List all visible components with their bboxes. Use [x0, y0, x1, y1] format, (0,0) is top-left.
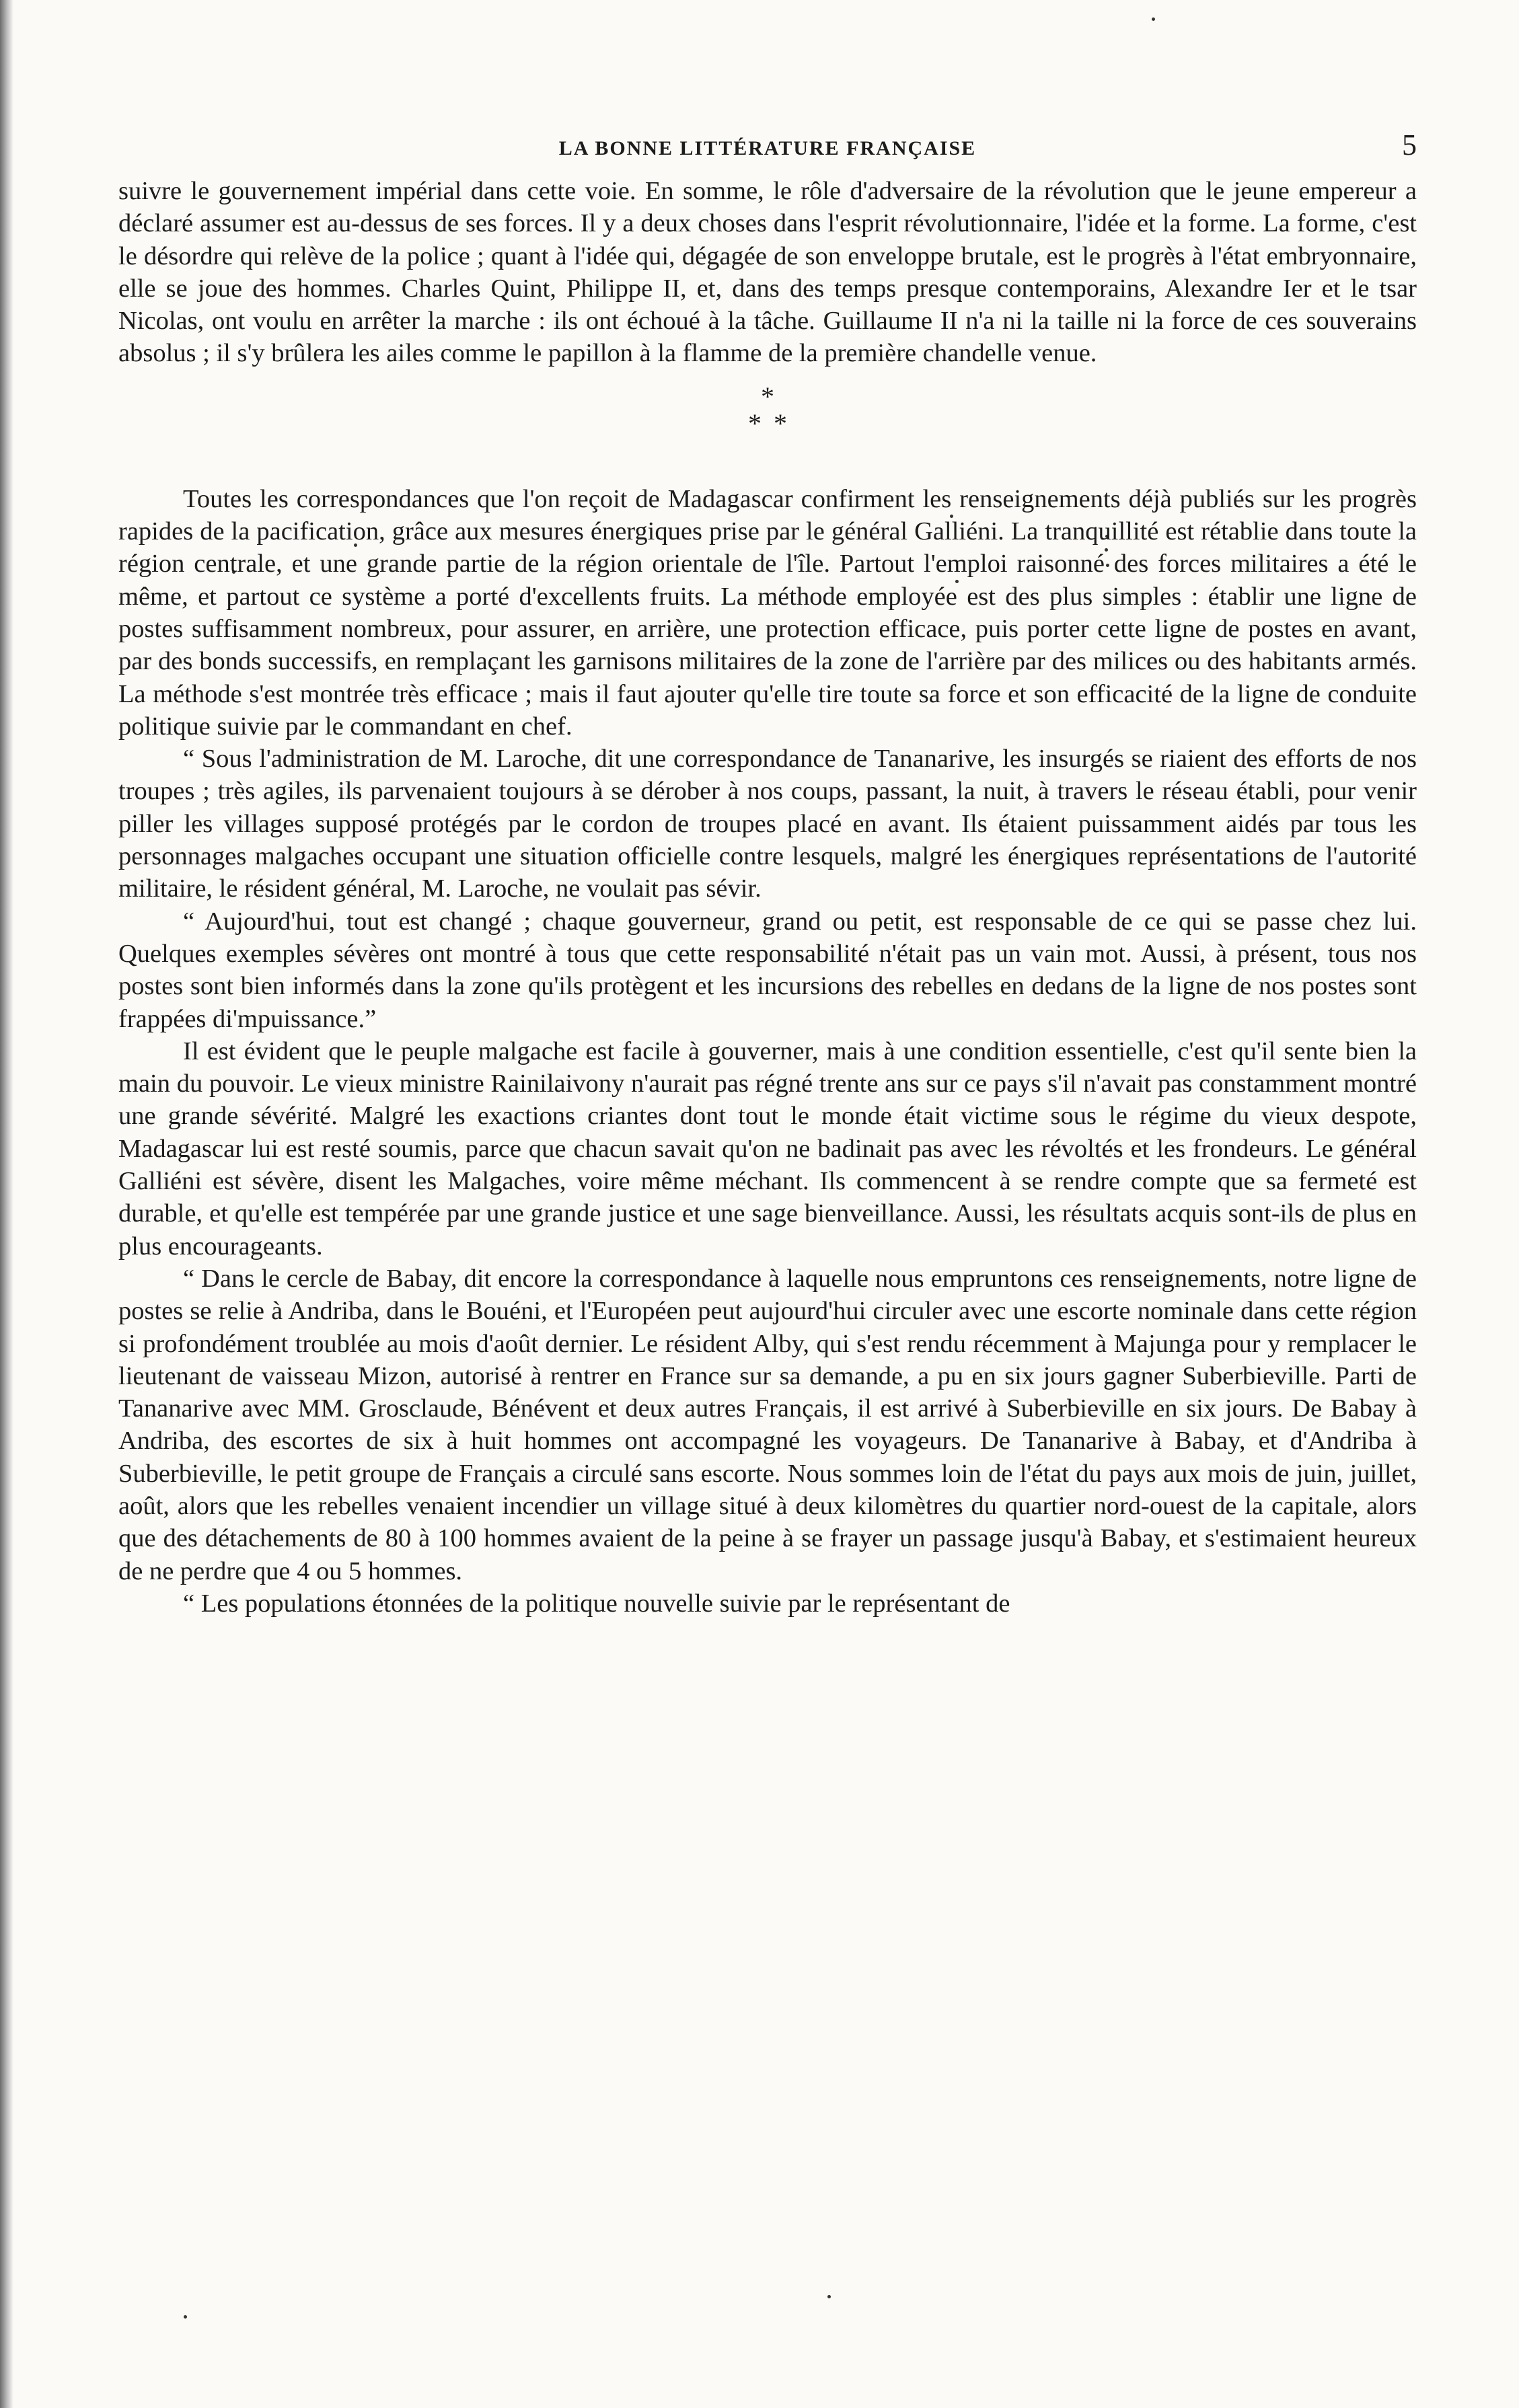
paragraph: “ Dans le cercle de Babay, dit encore la correspondance à laquelle nous empruntons ces renseignements, notre ligne de postes se relie à Andriba, dans le Bouéni, et l'Européen peut aujourd'hui circuler avec une escorte nominale dans cette région si profondément troublée au mois d'août dernier. Le résident Alby, qui s'est rendu récemment à Majunga pour y remplacer le lieutenant de vaisseau Mizon, autorisé à rentrer en France sur sa demande, a pu en six jours gagner Suberbieville. Parti de Tananarive avec MM. Grosclaude, Bénévent et deux autres Français, il est arrivé à Suberbieville en six jours. De Babay à Andriba, des escortes de six à huit hommes ont accompagné les voyageurs. De Tananarive à Babay, et d'Andriba à Suberbieville, le petit groupe de Français a circulé sans escorte. Nous sommes loin de l'état du pays aux mois de juin, juillet, août, alors que les rebelles venaient incendier un village situé à deux kilomètres du quartier nord-ouest de la capitale, alors que des détachements de 80 à 100 hommes avaient de la peine à se frayer un passage jusqu'à Babay, et s'estimaient heureux de ne perdre que 4 ou 5 hommes. [118, 1264, 1417, 1585]
asterism-bottom: ** [748, 408, 799, 439]
paragraph: suivre le gouvernement impérial dans cette voie. En somme, le rôle d'adversaire de la révolution que le jeune empereur a déclaré assumer est au-dessus de ses forces. Il y a deux choses dans l'esprit révolutionnaire, l'idée et la forme. La forme, c'est le désordre qui relève de la police ; quant à l'idée qui, dégagée de son enveloppe brutale, est le progrès à l'état embryonnaire, elle se joue des hommes. Charles Quint, Philippe II, et, dans des temps presque contemporains, Alexandre Ier et le tsar Nicolas, ont voulu en arrêter la marche : ils ont échoué à la tâche. Guillaume II n'a ni la taille ni la force de ces souverains absolus ; il s'y brûlera les ailes comme le papillon à la flamme de la première chandelle venue. [118, 177, 1417, 368]
running-head [118, 128, 1417, 175]
asterism-top: * [761, 381, 774, 412]
paragraph: “ Sous l'administration de M. Laroche, dit une correspondance de Tananarive, les insurgés se riaient des efforts de nos troupes ; très agiles, ils parvenaient toujours à se dérober à nos coups, passant, la nuit, à travers le réseau établi, pour venir piller les villages supposé protégés par le cordon de troupes placé en avant. Ils étaient puissamment aidés par tous les personnages malgaches occupant une situation officielle contre lesquels, malgré les énergiques représentations de l'autorité militaire, le résident général, M. Laroche, ne voulait pas sévir. [118, 745, 1417, 903]
paragraph: “ Aujourd'hui, tout est changé ; chaque gouverneur, grand ou petit, est responsable de ce qui se passe chez lui. Quelques exemples sévères ont montré à tous que cette responsabilité n'était pas un vain mot. Aussi, à présent, tous nos postes sont bien informés dans la zone qu'ils protègent et les incursions des rebelles en dedans de la ligne de nos postes sont frappées di'mpuissance.” [118, 907, 1417, 1033]
body-text [118, 175, 1417, 1620]
paragraph: Il est évident que le peuple malgache est facile à gouverner, mais à une condition essentielle, c'est qu'il sente bien la main du pouvoir. Le vieux ministre Rainilaivony n'aurait pas régné trente ans sur ce pays s'il n'avait pas constamment montré une grande sévérité. Malgré les exactions criantes dont tout le monde était victime sous le régime du vieux despote, Madagascar lui est resté soumis, parce que chacun savait qu'on ne badinait pas avec les révoltés et les frondeurs. Le général Galliéni est sévère, disent les Malgaches, voire même méchant. Ils commencent à se rendre compte que sa fermeté est durable, et qu'elle est tempérée par une grande justice et une sage bienveillance. Aussi, les résultats acquis sont-ils de plus en plus encourageants. [118, 1037, 1417, 1261]
page-number: 5 [1402, 128, 1417, 161]
paragraph: Toutes les correspondances que l'on reçoit de Madagascar confirment les renseignements déjà publiés sur les progrès rapides de la pacification, grâce aux mesures énergiques prise par le général Galliéni. La tranquillité est rétablie dans toute la région centrale, et une grande partie de la région orientale de l'île. Partout l'emploi raisonné des forces militaires a été le même, et partout ce système a porté d'excellents fruits. La méthode employée est des plus simples : établir une ligne de postes suffisamment nombreux, pour assurer, en arrière, une protection efficace, puis porter cette ligne de postes en avant, par des bonds successifs, en remplaçant les garnisons militaires de la zone de l'arrière par des milices ou des habitants armés. La méthode s'est montrée très efficace ; mais il faut ajouter qu'elle tire toute sa force et son efficacité de la ligne de conduite politique suivie par le commandant en chef. [118, 484, 1417, 741]
print-speck [827, 2295, 831, 2298]
paragraph: “ Les populations étonnées de la politique nouvelle suivie par le représentant de [183, 1589, 1010, 1618]
book-page [118, 128, 1417, 1620]
binding-edge [0, 0, 13, 2408]
asterism [118, 383, 1417, 437]
print-speck [184, 2315, 187, 2319]
print-speck [1152, 17, 1155, 21]
section-break [118, 370, 1417, 483]
running-title: LA BONNE LITTÉRATURE FRANÇAISE [558, 137, 977, 159]
